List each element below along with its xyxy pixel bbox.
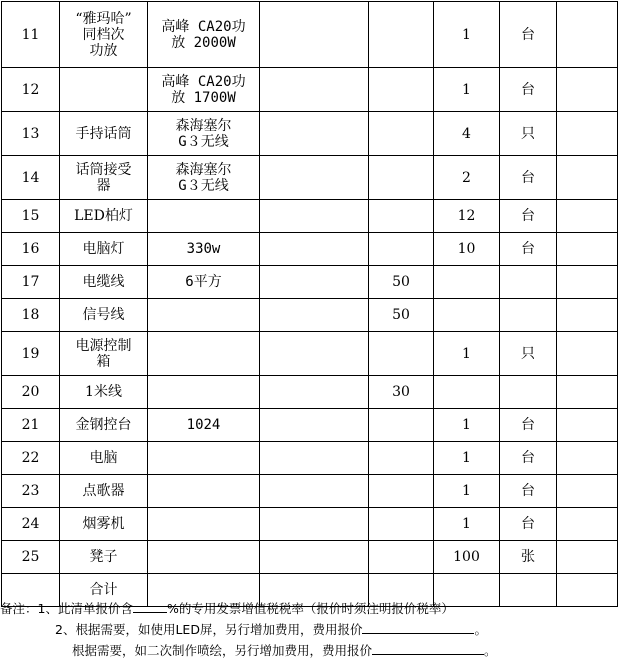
item-model: 森海塞尔 G３无线 [148,112,260,156]
item-unit: 台 [500,68,557,112]
item-unit: 只 [500,112,557,156]
row-index: 23 [2,475,60,508]
row-index: 18 [2,299,60,332]
item-unit: 台 [500,233,557,266]
item-name: LED柏灯 [60,200,148,233]
item-name: 电脑灯 [60,233,148,266]
item-quantity: 1 [434,2,500,68]
item-name: “雅玛哈” 同档次 功放 [60,2,148,68]
item-unit [500,376,557,409]
item-quantity: 2 [434,156,500,200]
cell-length [369,475,434,508]
item-name: 电脑 [60,442,148,475]
item-unit: 台 [500,200,557,233]
table-body [2,2,618,607]
cell-col-8 [557,376,618,409]
print-price-blank [372,640,484,655]
item-name: 电缆线 [60,266,148,299]
item-quantity: 1 [434,508,500,541]
row-index: 19 [2,332,60,376]
item-quantity: 100 [434,541,500,574]
cell-col-8 [557,112,618,156]
row-index: 22 [2,442,60,475]
item-unit: 台 [500,2,557,68]
item-model [148,442,260,475]
led-price-blank [362,619,474,634]
item-unit [500,299,557,332]
note-3-prefix: 根据需要，如二次制作喷绘，另行增加费用，费用报价 [72,643,373,658]
note-line-2 [0,619,619,640]
cell-col-4 [260,442,369,475]
cell-col-4 [260,200,369,233]
cell-length [369,112,434,156]
item-name: 话筒接受 器 [60,156,148,200]
cell-col-8 [557,233,618,266]
item-name: 电源控制 箱 [60,332,148,376]
cell-col-8 [557,475,618,508]
cell-length: 30 [369,376,434,409]
row-index: 14 [2,156,60,200]
item-quantity: 4 [434,112,500,156]
cell-col-4 [260,299,369,332]
cell-col-8 [557,200,618,233]
item-unit: 张 [500,541,557,574]
table-row [2,112,618,156]
table-row [2,475,618,508]
item-model: 高峰 CA20功 放 2000W [148,2,260,68]
cell-col-4 [260,156,369,200]
item-unit: 台 [500,475,557,508]
row-index: 25 [2,541,60,574]
item-quantity: 1 [434,68,500,112]
item-model: 1024 [148,409,260,442]
table-row [2,541,618,574]
row-index: 11 [2,2,60,68]
table-row [2,156,618,200]
cell-col-4 [260,233,369,266]
table-row [2,376,618,409]
item-name: 凳子 [60,541,148,574]
item-model: 森海塞尔 G３无线 [148,156,260,200]
note-1-prefix: 备注：1、此清单报价含 [0,601,133,616]
note-3-suffix: 。 [484,643,497,658]
item-quantity: 1 [434,442,500,475]
cell-col-4 [260,2,369,68]
table-row [2,442,618,475]
table-row [2,299,618,332]
item-quantity: 10 [434,233,500,266]
item-name: 1米线 [60,376,148,409]
cell-col-4 [260,541,369,574]
item-quantity [434,376,500,409]
item-quantity: 12 [434,200,500,233]
item-model [148,299,260,332]
table-row [2,200,618,233]
item-quantity: 1 [434,475,500,508]
cell-col-8 [557,266,618,299]
cell-length: 50 [369,299,434,332]
item-name: 烟雾机 [60,508,148,541]
cell-col-8 [557,409,618,442]
item-name [60,68,148,112]
note-2-prefix: 2、根据需要，如使用LED屏，另行增加费用，费用报价 [55,622,363,637]
cell-col-8 [557,332,618,376]
item-model [148,541,260,574]
table-row [2,68,618,112]
cell-col-4 [260,475,369,508]
row-index: 17 [2,266,60,299]
cell-col-8 [557,442,618,475]
item-model: 高峰 CA20功 放 1700W [148,68,260,112]
item-unit: 台 [500,156,557,200]
cell-length [369,2,434,68]
item-name: 信号线 [60,299,148,332]
cell-length [369,68,434,112]
notes-section [0,598,619,661]
item-unit: 只 [500,332,557,376]
item-model: 330w [148,233,260,266]
item-quantity: 1 [434,332,500,376]
cell-length: 50 [369,266,434,299]
table-row [2,332,618,376]
cell-length [369,156,434,200]
table-row [2,233,618,266]
row-index: 21 [2,409,60,442]
item-unit: 台 [500,508,557,541]
cell-length [369,541,434,574]
table-row [2,2,618,68]
cell-col-8 [557,299,618,332]
cell-length [369,332,434,376]
table-row [2,508,618,541]
cell-col-4 [260,112,369,156]
cell-col-4 [260,508,369,541]
item-model [148,508,260,541]
item-unit: 台 [500,409,557,442]
cell-length [369,200,434,233]
item-model [148,475,260,508]
note-line-3 [0,640,619,661]
item-name: 金钢控台 [60,409,148,442]
item-quantity [434,266,500,299]
cell-col-8 [557,2,618,68]
item-model [148,376,260,409]
row-index: 24 [2,508,60,541]
cell-length [369,409,434,442]
note-line-1 [0,598,619,619]
cell-col-4 [260,266,369,299]
cell-col-4 [260,376,369,409]
item-name: 点歌器 [60,475,148,508]
cell-col-8 [557,68,618,112]
item-model [148,332,260,376]
item-quantity: 1 [434,409,500,442]
table-row [2,266,618,299]
row-index: 20 [2,376,60,409]
tax-rate-blank [133,598,167,613]
row-index: 13 [2,112,60,156]
item-name: 手持话筒 [60,112,148,156]
cell-col-8 [557,508,618,541]
cell-col-8 [557,541,618,574]
note-2-suffix: 。 [474,622,487,637]
cell-col-4 [260,409,369,442]
cell-col-8 [557,156,618,200]
cell-length [369,233,434,266]
item-unit: 台 [500,442,557,475]
table-row [2,409,618,442]
item-model: 6平方 [148,266,260,299]
row-index: 16 [2,233,60,266]
item-quantity [434,299,500,332]
row-index: 15 [2,200,60,233]
row-index: 12 [2,68,60,112]
item-model [148,200,260,233]
cell-col-4 [260,332,369,376]
item-name: 合计 [60,574,148,607]
cell-length [369,508,434,541]
note-1-suffix: %的专用发票增值税税率（报价时须注明报价税率） [166,601,454,616]
quotation-table [1,1,618,607]
cell-col-4 [260,68,369,112]
cell-length [369,442,434,475]
item-unit [500,266,557,299]
